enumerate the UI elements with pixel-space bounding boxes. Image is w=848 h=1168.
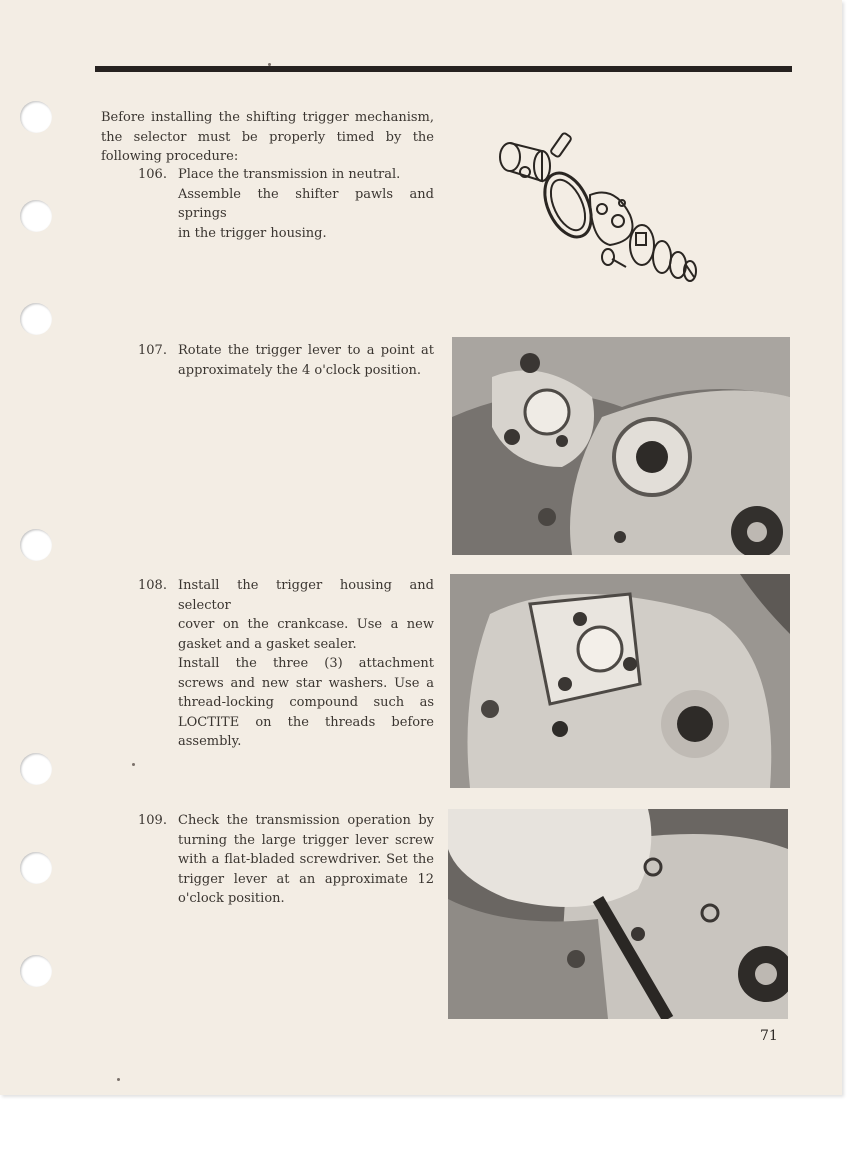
binder-hole [20,101,52,133]
step-line: turning the large trigger lever screw [178,832,434,848]
binder-hole [20,852,52,884]
page-number: 71 [760,1028,778,1044]
photo-trigger-lever-4-oclock [452,337,790,555]
speck [268,63,271,66]
binder-hole [20,753,52,785]
step-line: cover on the crankcase. Use a new [178,617,434,632]
speck [117,1078,120,1081]
step-line: Check the transmission operation by [178,813,434,828]
binder-hole [20,529,52,561]
photo-screwdriver-check [448,809,788,1019]
photo-trigger-housing-installed [450,574,790,788]
step-text [178,811,434,909]
binder-hole [20,955,52,987]
step-line: with a flat-bladed screwdriver. Set the [178,852,434,867]
step-line: screws and new star washers. Use a [178,675,434,691]
intro-line: following procedure: [101,149,239,164]
step-text [178,576,434,752]
step-text [178,341,434,380]
step-line: trigger lever at an approximate 12 [178,871,434,887]
step-number: 107. [138,343,167,358]
step-line: thread-locking compound such as [178,695,434,710]
shifter-parts-diagram [490,125,710,295]
step-number: 109. [138,813,167,828]
step-line: Install the three (3) attachment [178,656,434,671]
header-rule [95,66,792,72]
intro-line: Before installing the shifting trigger mechanism, [101,110,434,125]
binder-hole [20,303,52,335]
step-text [178,165,434,243]
step-line: in the trigger housing. [178,225,327,241]
step-line: gasket and a gasket sealer. [178,636,357,652]
step-line: Rotate the trigger lever to a point at [178,343,434,358]
step-line: Install the trigger housing and selector [178,578,434,613]
step-number: 106. [138,167,167,182]
intro-line: the selector must be properly timed by the [101,129,434,145]
binder-hole [20,200,52,232]
step-line: o'clock position. [178,891,285,906]
step-line: Place the transmission in neutral. [178,167,401,182]
step-number: 108. [138,578,167,593]
step-line: approximately the 4 o'clock position. [178,362,422,378]
speck [132,763,135,766]
intro-paragraph [101,108,434,167]
step-line: LOCTITE on the threads before [178,714,434,730]
step-line: Assemble the shifter pawls and springs [178,186,434,221]
step-line: assembly. [178,734,242,749]
